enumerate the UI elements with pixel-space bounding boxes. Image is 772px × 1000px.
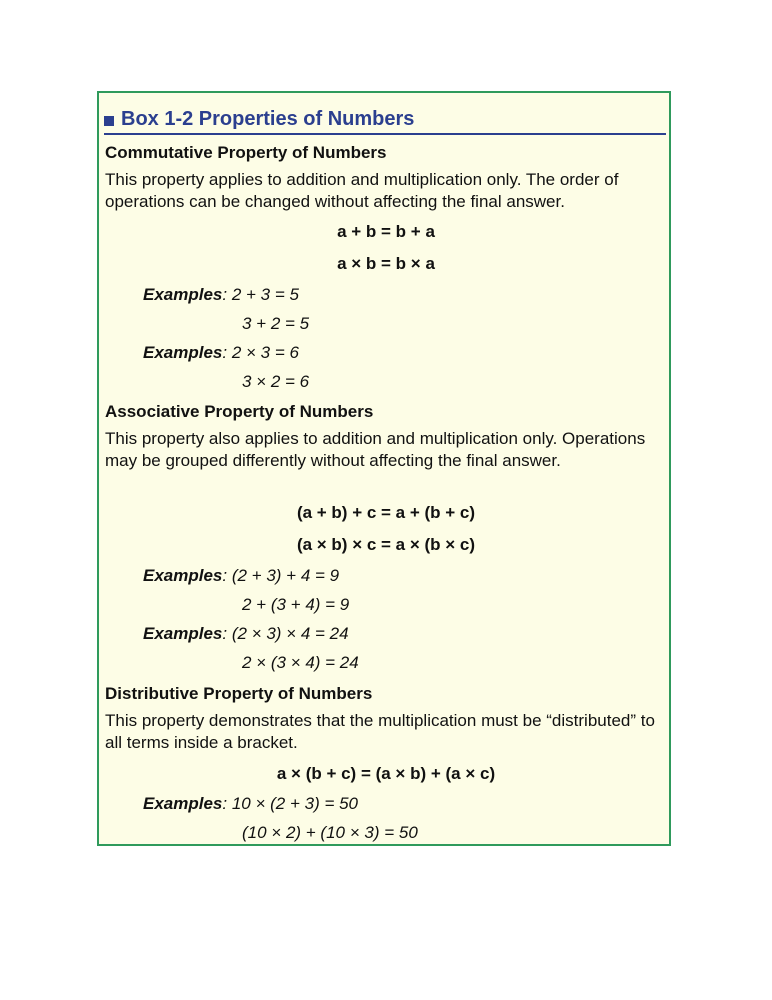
examples-label: Examples [143, 624, 223, 643]
square-bullet-icon [104, 116, 114, 126]
box-title-row [104, 105, 666, 135]
formula-distributive: a × (b + c) = (a × b) + (a × c) [276, 764, 496, 783]
section-heading-commutative: Commutative Property of Numbers [105, 143, 387, 162]
example-line: Examples: (2 + 3) + 4 = 9 [143, 566, 340, 585]
examples-label: Examples [143, 285, 223, 304]
examples-label: Examples [143, 343, 223, 362]
example-expression: 2 × (3 × 4) = 24 [242, 653, 359, 672]
example-line: Examples: 10 × (2 + 3) = 50 [143, 794, 359, 813]
formula-associative-multiplication: (a × b) × c = a × (b × c) [296, 535, 476, 554]
example-expression: 3 × 2 = 6 [242, 372, 310, 391]
example-expression: 3 + 2 = 5 [242, 314, 310, 333]
section-description-associative: This property also applies to addition and multiplication only. Operations may be grouped differently without affecting the final answer. [105, 429, 646, 470]
example-expression: 2 + (3 + 4) = 9 [242, 595, 350, 614]
box-title: Box 1-2 Properties of Numbers [121, 107, 415, 130]
example-expression: 2 × 3 = 6 [231, 343, 299, 362]
formula-commutative-multiplication: a × b = b × a [337, 254, 435, 273]
examples-label: Examples [143, 566, 223, 585]
example-expression: (2 × 3) × 4 = 24 [231, 624, 349, 643]
example-expression: 2 + 3 = 5 [231, 285, 299, 304]
section-description-distributive: This property demonstrates that the multiplication must be “distributed” to all terms inside a bracket. [105, 711, 655, 752]
section-heading-associative: Associative Property of Numbers [105, 402, 374, 421]
example-expression: (2 + 3) + 4 = 9 [231, 566, 340, 585]
example-expression: 10 × (2 + 3) = 50 [231, 794, 359, 813]
properties-box [97, 91, 671, 846]
example-line: Examples: (2 × 3) × 4 = 24 [143, 624, 349, 643]
example-line: Examples: 2 × 3 = 6 [143, 343, 299, 362]
examples-label: Examples [143, 794, 223, 813]
formula-commutative-addition: a + b = b + a [337, 222, 435, 241]
example-expression: (10 × 2) + (10 × 3) = 50 [242, 823, 418, 842]
section-heading-distributive: Distributive Property of Numbers [105, 684, 373, 703]
example-line: Examples: 2 + 3 = 5 [143, 285, 299, 304]
formula-associative-addition: (a + b) + c = a + (b + c) [296, 503, 476, 522]
section-description-commutative: This property applies to addition and multiplication only. The order of operations can be changed without affecting the final answer. [105, 170, 619, 211]
